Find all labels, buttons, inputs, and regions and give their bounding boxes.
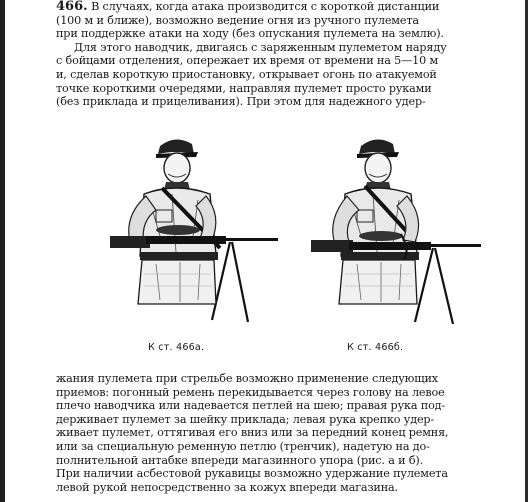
text-line: Для этого наводчик, двигаясь с заряженным пулеметом наряду [74,40,447,54]
soldier-machine-gun-illustration [80,124,280,336]
text-line: 466. В случаях, когда атака производится с короткой дистанции [56,0,440,14]
text-line: или за специальную ременную петлю (тренчик), надетую на до- [56,439,430,453]
paragraph-466-bottom [56,372,498,494]
text-line: с бойцами отделения, опережает их время от времени на 5—10 м [56,54,439,68]
text-line: и, сделав короткую приостановку, открывает огонь по атакуемой [56,67,437,81]
text-line: живает пулемет, оттягивая его вниз или за передний конец ремня, [56,426,449,440]
text-line: левой рукой непосредственно за кожух впереди магазина. [56,480,398,494]
text-line: При наличии асбестовой рукавицы возможно удержание пулемета [56,467,448,481]
figure-caption: К ст. 466а. [148,342,205,353]
section-number: 466. [56,0,88,14]
figure-466b [281,124,481,353]
paragraph-466-top [56,0,498,109]
text-line: при поддержке атаки на ходу (без опускания пулемета на землю). [56,27,444,41]
soldier-machine-gun-illustration [281,124,481,336]
text-line: жания пулемета при стрельбе возможно применение следующих [56,372,438,385]
figure-caption: К ст. 466б. [347,342,404,353]
text-line: точке короткими очередями, направляя пулемет просто руками [56,81,432,95]
text-line: приемов: погонный ремень перекидывается через голову на левое [56,385,445,399]
text-line: полнительной антабке впереди магазинного упора (рис. а и б). [56,453,424,467]
figure-466a [80,124,280,353]
figures-row [56,124,498,356]
text-line: держивает пулемет за шейку приклада; левая рука крепко удер- [56,412,435,426]
scan-edge-left [0,0,5,502]
text-line: (100 м и ближе), возможно ведение огня из ручного пулемета [56,13,419,27]
text-line: плечо наводчика или надевается петлей на шею; правая рука под- [56,399,446,413]
text-line: (без приклада и прицеливания). При этом для надежного удер- [56,95,426,109]
